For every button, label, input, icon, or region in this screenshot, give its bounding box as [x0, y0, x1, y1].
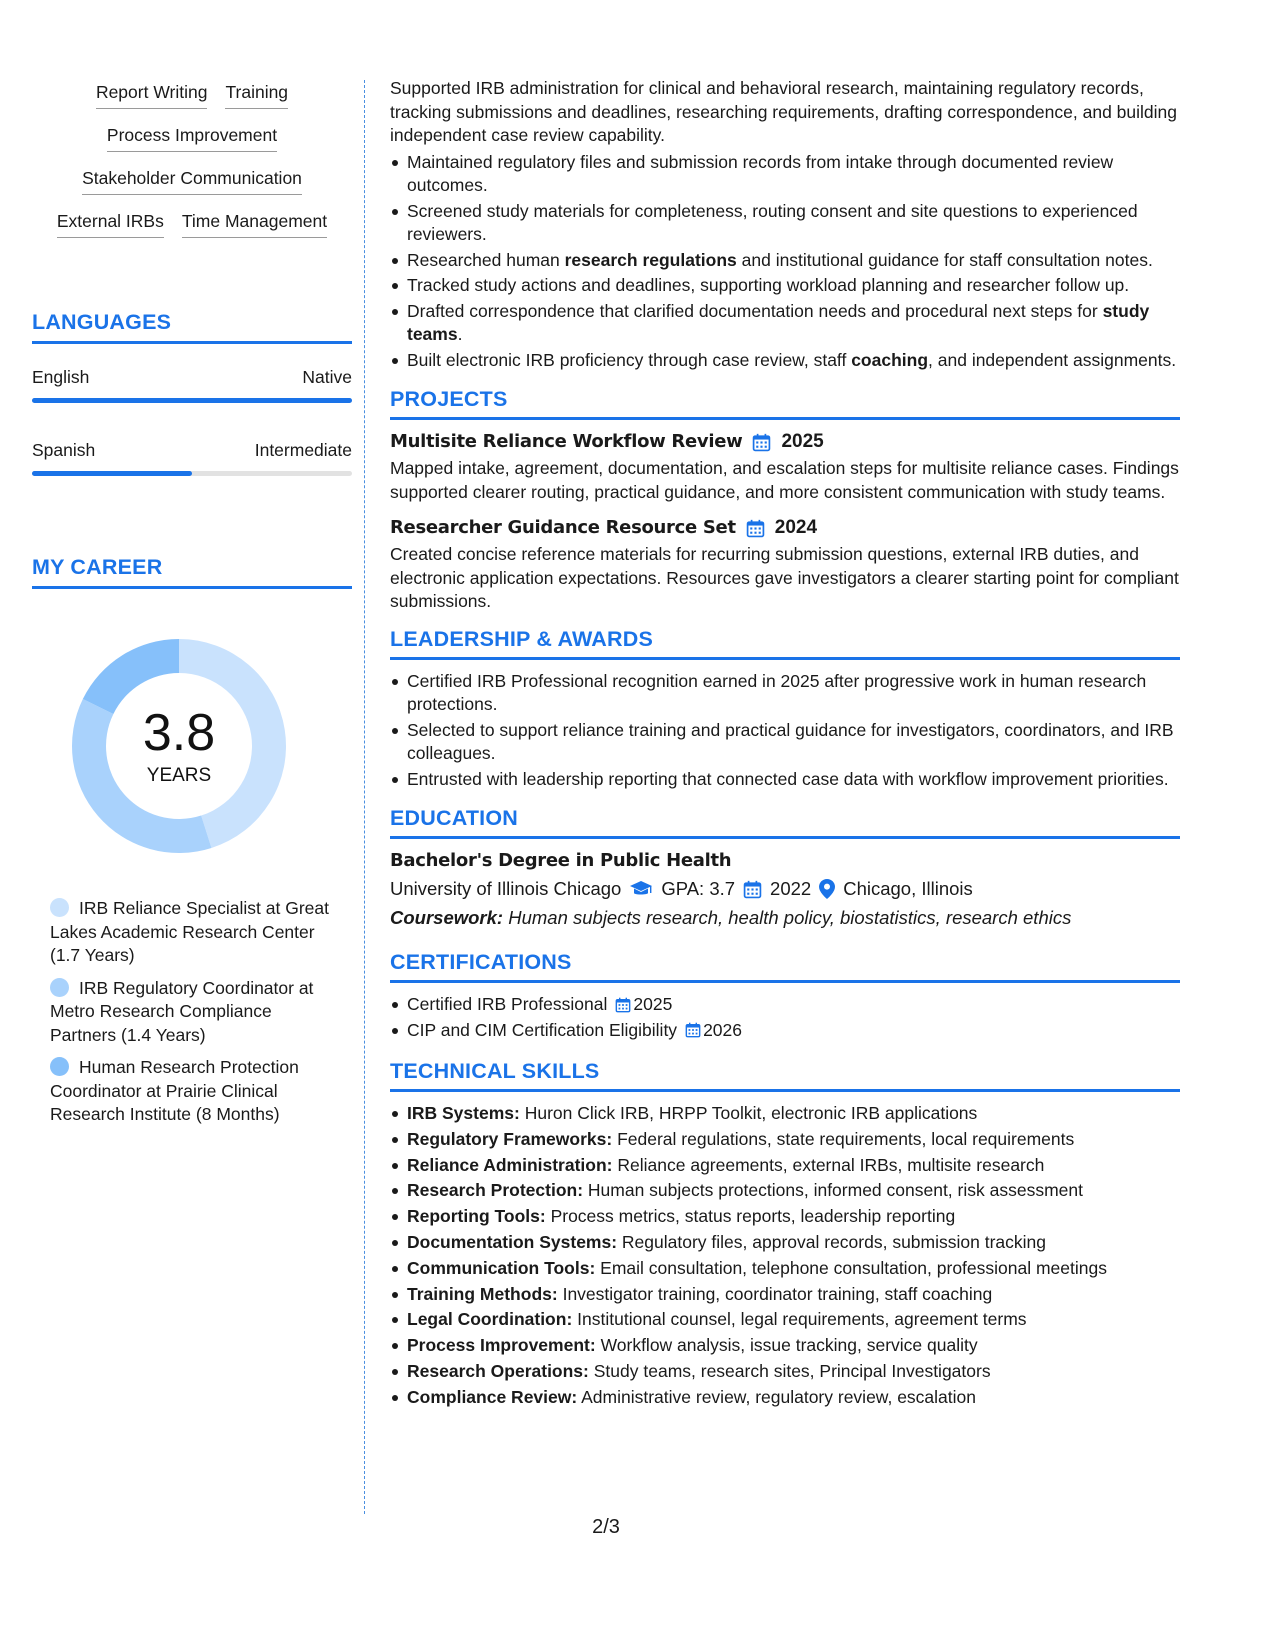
bullet-text: Tracked study actions and deadlines, supporting workload planning and researcher follow up.: [407, 275, 1130, 295]
skill-tag: Training: [225, 80, 288, 109]
technical-skill-value: Process metrics, status reports, leadership reporting: [550, 1206, 956, 1227]
leadership-section: [390, 626, 1180, 792]
education-rule: [390, 836, 1180, 839]
technical-skill-value: Human subjects protections, informed consent, risk assessment: [587, 1180, 1083, 1201]
career-total-unit: YEARS: [146, 765, 212, 786]
certification-year: 2025: [633, 994, 673, 1014]
technical-skill-label: Communication Tools:: [407, 1257, 596, 1278]
technical-skill-label: Process Improvement:: [407, 1335, 596, 1356]
technical-skills-section: [390, 1058, 1180, 1409]
language-level-fill: [32, 398, 352, 403]
technical-skill-item: [390, 1257, 1180, 1281]
technical-skill-item: [390, 1231, 1180, 1255]
legend-label: IRB Reliance Specialist at Great Lakes Academic Research Center (1.7 Years): [50, 898, 329, 965]
language-name: English: [32, 367, 90, 387]
bullet-emphasis: coaching: [851, 349, 929, 370]
technical-skill-label: Reporting Tools:: [407, 1206, 546, 1227]
project-year: 2025: [781, 431, 824, 452]
experience-summary: Supported IRB administration for clinical and behavioral research, maintaining regulatory records, tracking submissions and deadlines, researching requirements, drafting correspondence, and building independent case review capability.: [390, 78, 1177, 145]
project-header: [390, 516, 1180, 540]
education-title: EDUCATION: [390, 806, 519, 830]
projects-rule: [390, 417, 1180, 420]
technical-skills-rule: [390, 1089, 1180, 1092]
technical-skill-value: Huron Click IRB, HRPP Toolkit, electronic IRB applications: [524, 1103, 978, 1123]
certifications-rule: [390, 980, 1180, 983]
donut-center: [64, 631, 294, 861]
coursework-label: Coursework:: [390, 907, 504, 928]
technical-skill-item: [390, 1386, 1180, 1410]
technical-skill-label: Compliance Review:: [407, 1386, 578, 1407]
school-location: Chicago, Illinois: [843, 878, 973, 899]
technical-skill-label: Reliance Administration:: [407, 1154, 613, 1175]
skill-tag-row: [107, 123, 277, 152]
technical-skills-title: TECHNICAL SKILLS: [390, 1059, 600, 1083]
bullet-text: Drafted correspondence that clarified documentation needs and procedural next steps for: [407, 300, 1103, 321]
certification-line: [407, 993, 1180, 1017]
education-details: [390, 876, 1180, 902]
coursework-text: Human subjects research, health policy, biostatistics, research ethics: [508, 907, 1072, 928]
technical-skill-label: Regulatory Frameworks:: [407, 1128, 613, 1149]
leadership-title: LEADERSHIP & AWARDS: [390, 626, 654, 651]
skill-tag: Report Writing: [96, 80, 208, 109]
technical-skill-label: Legal Coordination:: [407, 1309, 573, 1330]
bullet-text: Built electronic IRB proficiency through case review, staff: [407, 349, 852, 370]
certification-line: [407, 1019, 1180, 1043]
language-level-bar: [32, 398, 352, 403]
column-divider: [364, 80, 365, 1514]
project-name: Multisite Reliance Workflow Review: [390, 431, 743, 452]
language-level-fill: [32, 471, 192, 476]
bullet-text: Maintained regulatory files and submission records from intake through documented review outcomes.: [407, 151, 1114, 195]
project-description: Created concise reference materials for recurring submission questions, external IRB duties, and electronic application expectations. Resources gave investigators a clearer starting point for compliant submissions.: [390, 544, 1179, 611]
skill-tag-row: [82, 166, 302, 195]
leadership-item: Entrusted with leadership reporting that connected case data with workflow improvement priorities.: [390, 768, 1180, 792]
certifications-section: [390, 949, 1180, 1042]
legend-swatch: [50, 898, 69, 917]
technical-skill-item: [390, 1102, 1180, 1126]
career-legend: [32, 897, 352, 1127]
technical-skill-item: [390, 1205, 1180, 1229]
skill-tags: [32, 80, 352, 252]
language-item: [32, 366, 352, 403]
education-section: [390, 805, 1180, 931]
bullet-text: Researched human: [407, 249, 565, 270]
language-row: [32, 366, 352, 388]
technical-skill-value: Institutional counsel, legal requirements, agreement terms: [577, 1309, 1027, 1330]
degree-title: Bachelor's Degree in Public Health: [390, 850, 732, 871]
calendar-icon: [685, 1022, 701, 1038]
bullet-emphasis: study teams: [407, 300, 1150, 344]
certification-year: 2026: [703, 1019, 742, 1040]
skill-tag-row: [57, 209, 327, 238]
language-level-bar: [32, 471, 352, 476]
technical-skill-value: Study teams, research sites, Principal Investigators: [593, 1360, 991, 1381]
language-level: Intermediate: [254, 440, 352, 460]
legend-label: IRB Regulatory Coordinator at Metro Research Compliance Partners (1.4 Years): [50, 977, 314, 1045]
technical-skill-item: [390, 1360, 1180, 1384]
project-item: [390, 430, 1180, 504]
technical-skill-item: [390, 1179, 1180, 1203]
languages-rule: [32, 341, 352, 344]
project-name: Researcher Guidance Resource Set: [390, 517, 736, 538]
languages-list: [32, 366, 352, 476]
project-item: [390, 516, 1180, 614]
projects-list: [390, 430, 1180, 614]
bullet-text: and institutional guidance for staff consultation notes.: [736, 249, 1153, 270]
experience-bullet: [390, 249, 1180, 273]
project-description: Mapped intake, agreement, documentation, and escalation steps for multisite reliance cases. Findings supported clearer routing, practical guidance, and more consistent communication with study teams.: [390, 458, 1179, 502]
technical-skill-value: Investigator training, coordinator training, staff coaching: [562, 1283, 993, 1304]
technical-skill-label: Research Protection:: [407, 1180, 584, 1201]
calendar-icon: [752, 433, 771, 452]
career-title: MY CAREER: [32, 555, 163, 579]
career-legend-item: [50, 1056, 330, 1127]
right-column: [390, 77, 1180, 1412]
technical-skill-label: Documentation Systems:: [407, 1231, 618, 1252]
projects-title: PROJECTS: [390, 387, 508, 411]
legend-label: Human Research Protection Coordinator at Prairie Clinical Research Institute (8 Months): [50, 1057, 299, 1124]
calendar-icon: [743, 880, 762, 899]
leadership-list: [390, 670, 1180, 792]
skill-tag: Time Management: [182, 209, 327, 238]
certification-name: Certified IRB Professional: [407, 994, 608, 1014]
skill-tag: External IRBs: [57, 209, 164, 238]
graduation-cap-icon: [629, 880, 653, 898]
technical-skill-value: Workflow analysis, issue tracking, service quality: [600, 1335, 978, 1356]
experience-bullet: [390, 200, 1180, 247]
career-legend-item: [50, 977, 330, 1048]
language-row: [32, 439, 352, 461]
certification-name: CIP and CIM Certification Eligibility: [407, 1019, 678, 1040]
technical-skill-label: IRB Systems:: [407, 1103, 520, 1123]
leadership-item: Certified IRB Professional recognition earned in 2025 after progressive work in human research protections.: [390, 670, 1180, 717]
certification-item: [390, 1019, 1180, 1043]
skill-tag-row: [96, 80, 288, 109]
project-header: [390, 430, 1180, 454]
certification-item: [390, 993, 1180, 1017]
experience-bullet: [390, 300, 1180, 347]
technical-skill-item: [390, 1154, 1180, 1178]
career-legend-item: [50, 897, 330, 968]
technical-skill-item: [390, 1334, 1180, 1358]
experience-bullet: [390, 349, 1180, 373]
language-level: Native: [302, 367, 352, 387]
bullet-text: .: [457, 324, 463, 344]
technical-skill-value: Federal regulations, state requirements, local requirements: [617, 1128, 1075, 1149]
calendar-icon: [746, 519, 765, 538]
calendar-icon: [615, 997, 631, 1013]
coursework: [390, 905, 1180, 931]
experience-bullet: [390, 151, 1180, 198]
language-name: Spanish: [32, 440, 96, 460]
graduation-year: 2022: [770, 878, 812, 899]
technical-skill-value: Email consultation, telephone consultation, professional meetings: [600, 1257, 1107, 1278]
technical-skills-list: [390, 1102, 1180, 1409]
experience-bullets: [390, 151, 1180, 373]
legend-swatch: [50, 1057, 69, 1076]
certifications-title: CERTIFICATIONS: [390, 950, 572, 974]
page-number: 2/3: [592, 1516, 620, 1538]
technical-skill-label: Research Operations:: [407, 1360, 589, 1381]
career-rule: [32, 586, 352, 589]
technical-skill-item: [390, 1308, 1180, 1332]
technical-skill-value: Regulatory files, approval records, submission tracking: [621, 1231, 1046, 1252]
school-name: University of Illinois Chicago: [390, 878, 622, 899]
projects-section: [390, 386, 1180, 614]
bullet-text: , and independent assignments.: [928, 349, 1177, 370]
technical-skill-item: [390, 1128, 1180, 1152]
career-donut-chart: [64, 631, 294, 861]
leadership-rule: [390, 657, 1180, 660]
language-item: [32, 439, 352, 476]
career-total-value: 3.8: [142, 704, 216, 762]
gpa: GPA: 3.7: [661, 878, 736, 899]
technical-skill-item: [390, 1283, 1180, 1307]
project-year: 2024: [774, 517, 818, 538]
experience-bullet: [390, 274, 1180, 298]
left-column: [32, 80, 352, 1136]
technical-skill-value: Administrative review, regulatory review, escalation: [581, 1386, 977, 1407]
technical-skill-label: Training Methods:: [407, 1283, 558, 1304]
bullet-emphasis: research regulations: [564, 249, 737, 270]
legend-swatch: [50, 978, 69, 997]
technical-skill-value: Reliance agreements, external IRBs, multisite research: [617, 1154, 1045, 1175]
skill-tag: Stakeholder Communication: [82, 166, 302, 195]
certifications-list: [390, 993, 1180, 1042]
location-pin-icon: [819, 879, 835, 899]
languages-title: LANGUAGES: [32, 310, 172, 334]
bullet-text: Screened study materials for completeness, routing consent and site questions to experienced reviewers.: [407, 200, 1138, 244]
skill-tag: Process Improvement: [107, 123, 277, 152]
leadership-item: Selected to support reliance training and practical guidance for investigators, coordinators, and IRB colleagues.: [390, 719, 1180, 766]
